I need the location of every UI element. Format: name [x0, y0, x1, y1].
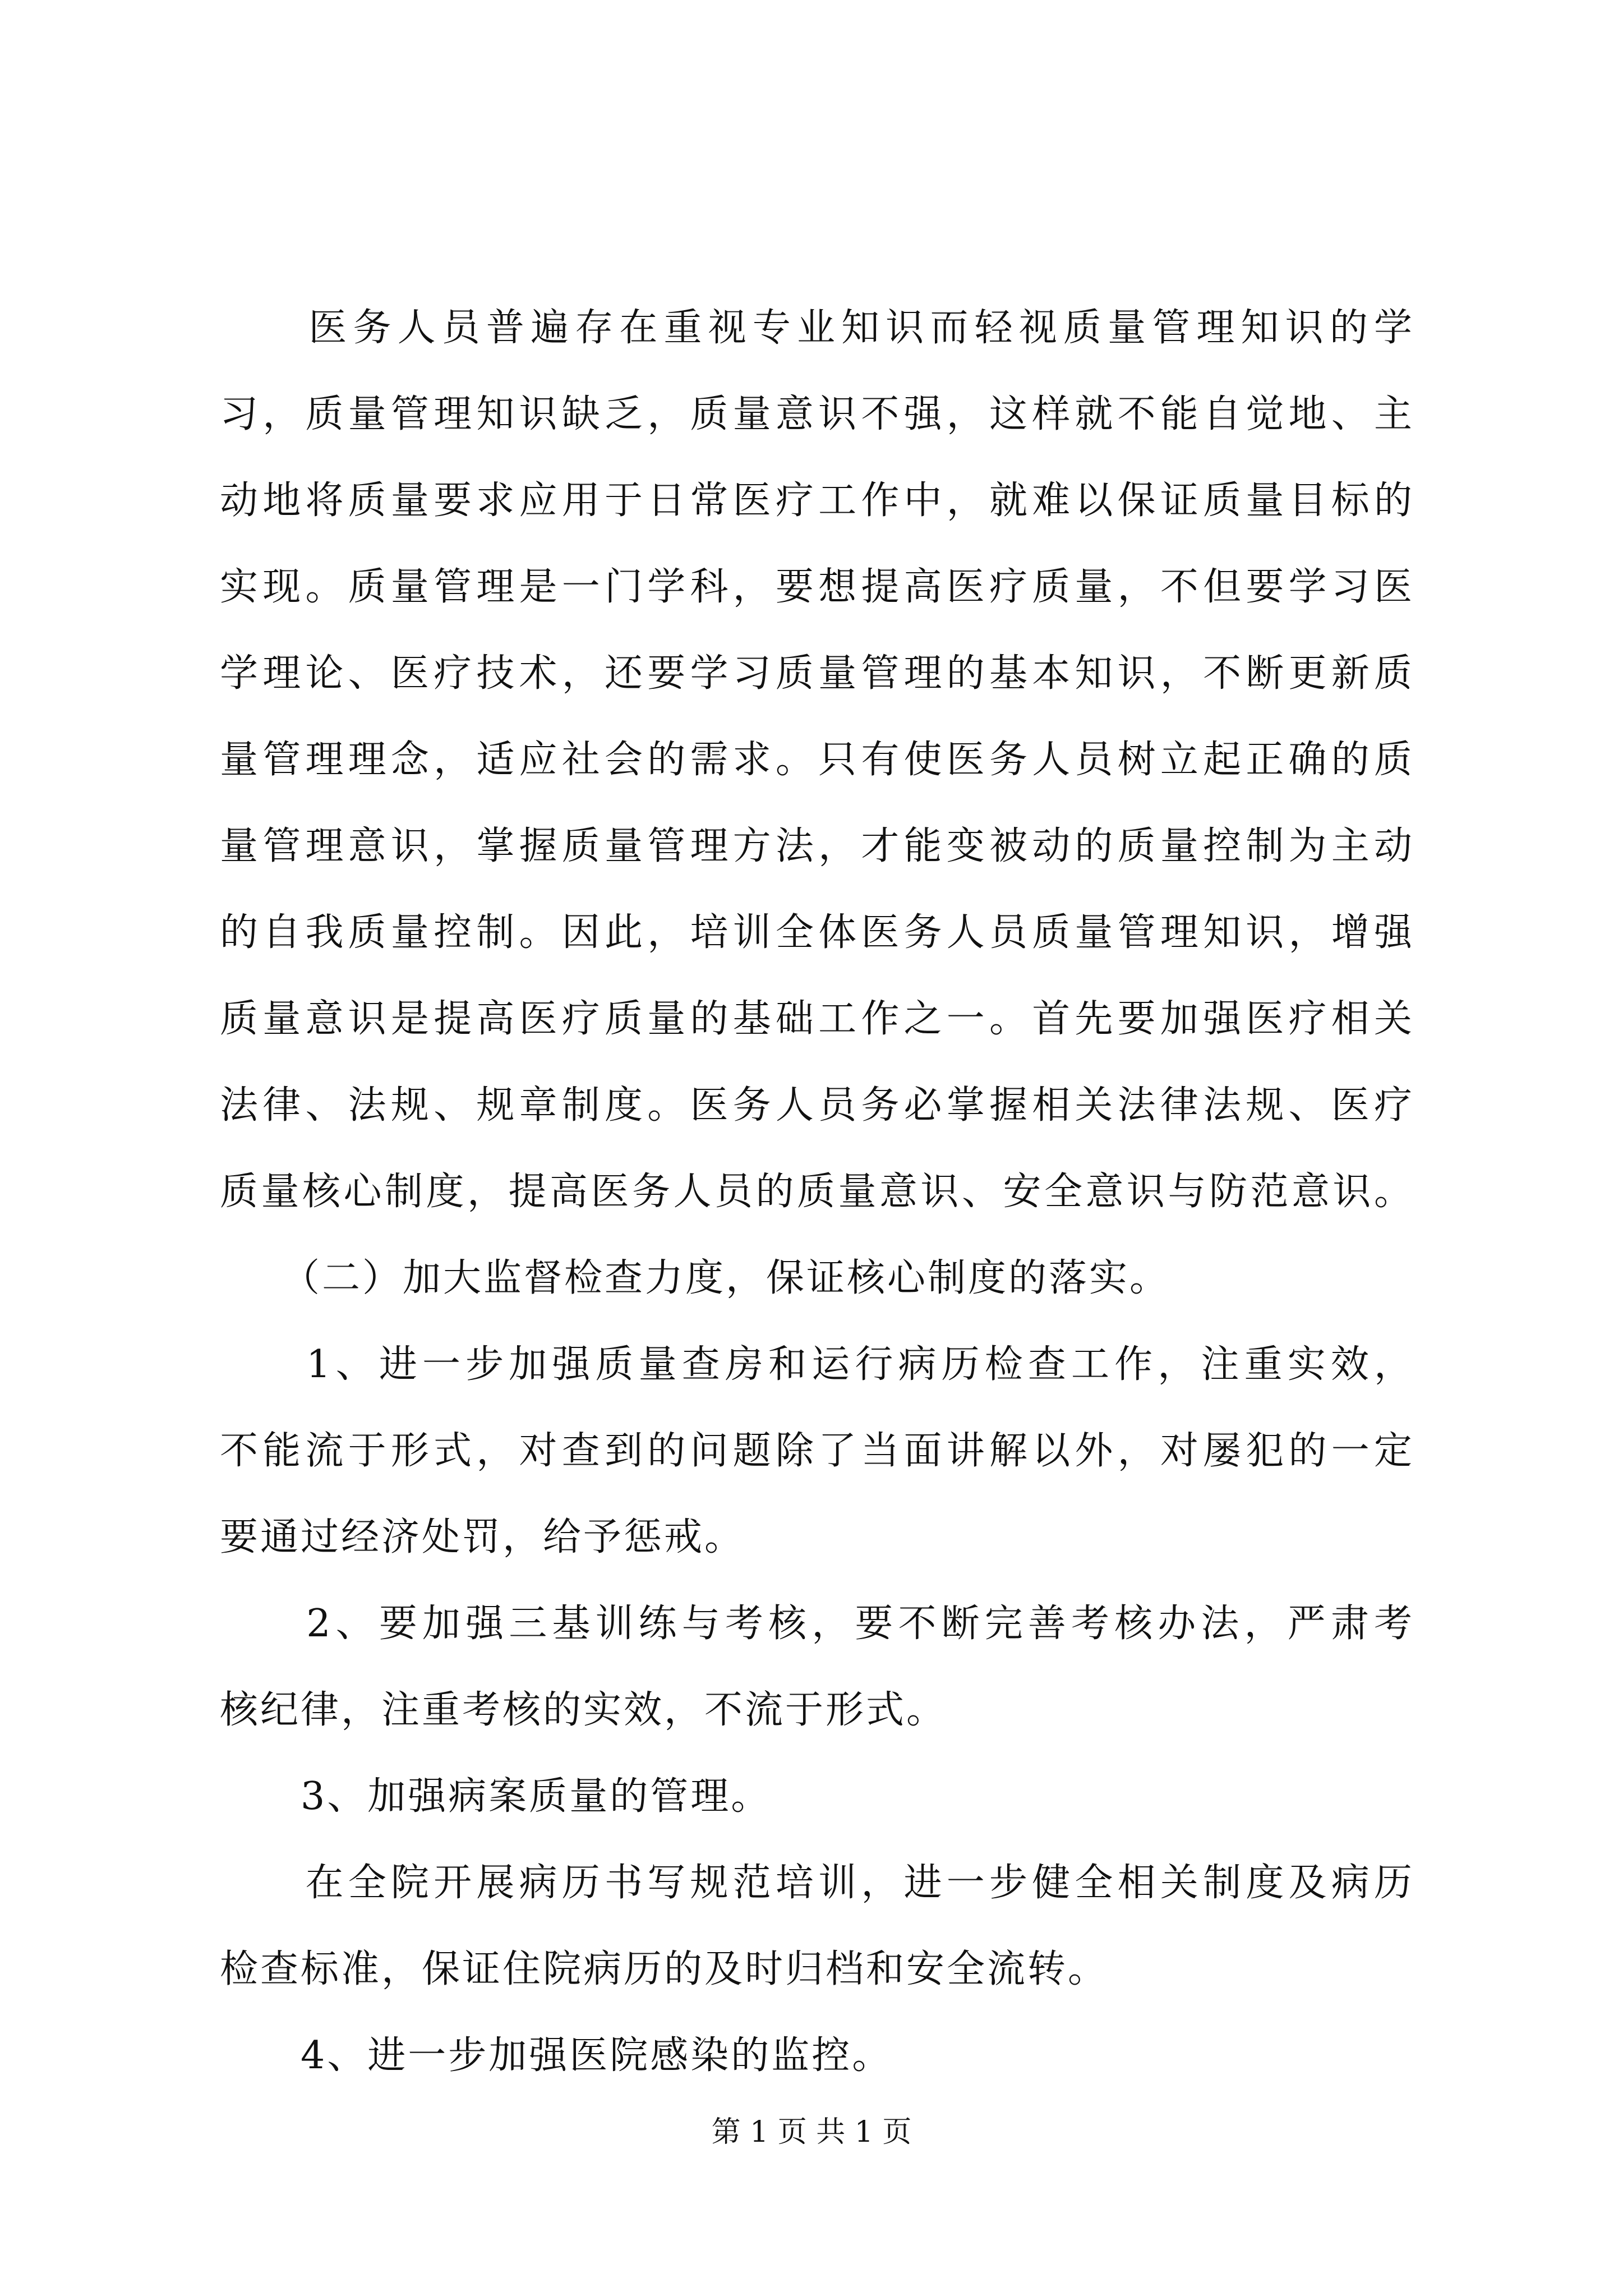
body-line: 要通过经济处罚，给予惩戒。: [220, 1515, 745, 1559]
section-heading: （二）加大监督检查力度，保证核心制度的落实。: [220, 1256, 1170, 1300]
body-line: 量管理意识，掌握质量管理方法，才能变被动的质量控制为主动: [220, 824, 1414, 868]
body-line: 学理论、医疗技术，还要学习质量管理的基本知识，不断更新质: [220, 651, 1414, 696]
body-line: 医务人员普遍存在重视专业知识而轻视质量管理知识的学: [220, 306, 1414, 350]
body-line: 的自我质量控制。因此，培训全体医务人员质量管理知识，增强: [220, 910, 1414, 955]
body-line: 实现。质量管理是一门学科，要想提高医疗质量，不但要学习医: [220, 565, 1414, 609]
body-line: 质量核心制度，提高医务人员的质量意识、安全意识与防范意识。: [220, 1170, 1414, 1214]
body-line: 检查标准，保证住院病历的及时归档和安全流转。: [220, 1947, 1109, 1991]
body-line: 不能流于形式，对查到的问题除了当面讲解以外，对屡犯的一定: [220, 1429, 1414, 1473]
body-line: 2、要加强三基训练与考核，要不断完善考核办法，严肃考: [220, 1602, 1414, 1646]
body-line: 量管理理念，适应社会的需求。只有使医务人员树立起正确的质: [220, 738, 1414, 782]
body-line: 4、进一步加强医院感染的监控。: [220, 2033, 893, 2078]
body-line: 核纪律，注重考核的实效，不流于形式。: [220, 1688, 947, 1732]
body-line: 习，质量管理知识缺乏，质量意识不强，这样就不能自觉地、主: [220, 392, 1414, 436]
body-line: 动地将质量要求应用于日常医疗工作中，就难以保证质量目标的: [220, 478, 1414, 523]
page-number-footer: 第 1 页 共 1 页: [711, 2115, 912, 2149]
body-line: 在全院开展病历书写规范培训，进一步健全相关制度及病历: [220, 1861, 1414, 1905]
body-line: 法律、法规、规章制度。医务人员务必掌握相关法律法规、医疗: [220, 1083, 1414, 1128]
body-line: 3、加强病案质量的管理。: [220, 1774, 772, 1819]
body-line: 1、进一步加强质量查房和运行病历检查工作，注重实效，: [220, 1342, 1414, 1387]
body-line: 质量意识是提高医疗质量的基础工作之一。首先要加强医疗相关: [220, 997, 1414, 1041]
